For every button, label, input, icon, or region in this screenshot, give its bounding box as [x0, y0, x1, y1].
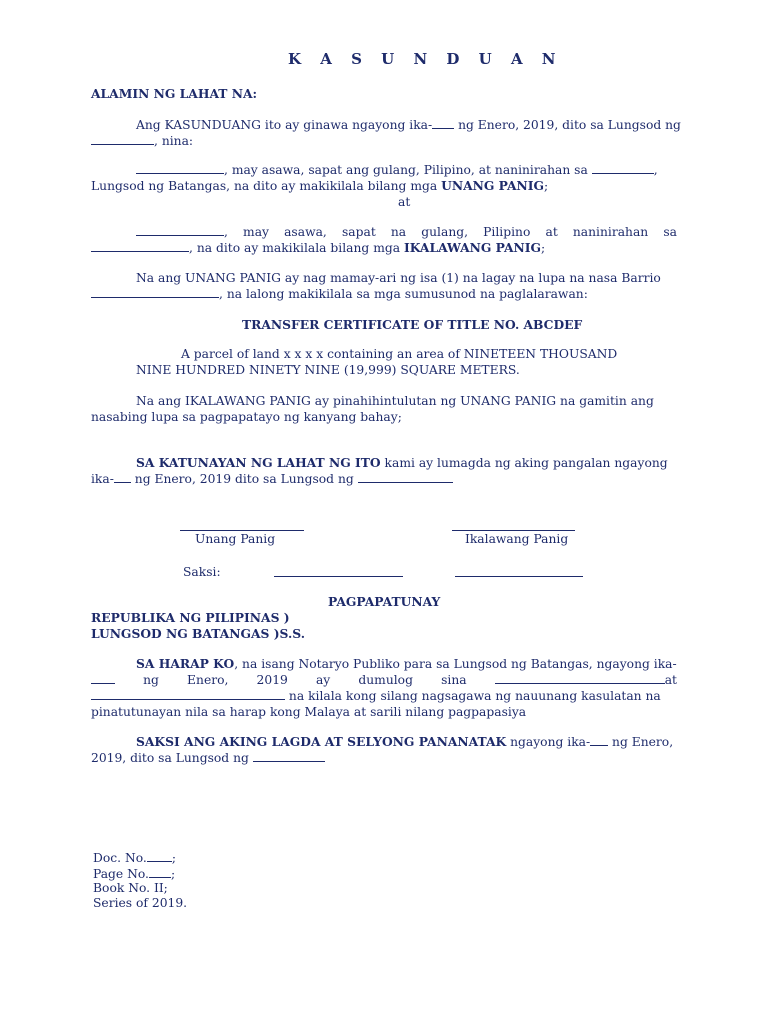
blank-name-1	[136, 162, 224, 174]
p3-line2: , na dito ay makikilala bilang mga IKALAWANG PANIG;	[91, 240, 545, 256]
tct-heading: TRANSFER CERTIFICATE OF TITLE NO. ABCDEF	[242, 317, 583, 332]
p7-line4: pinatutunayan nila sa harap kong Malaya at sarili nilang pagpapasiya	[91, 705, 527, 719]
blank-day-2	[114, 471, 131, 483]
p6-line1: SA KATUNAYAN NG LAHAT NG ITO kami ay lumagda ng aking pangalan ngayong	[136, 455, 668, 470]
p8-line1: SAKSI ANG AKING LAGDA AT SELYONG PANANATAK ngayong ika- ng Enero,	[136, 734, 674, 749]
ikalawang-panig-label: Ikalawang Panig	[465, 532, 569, 546]
saksi-label: Saksi:	[183, 565, 221, 579]
p8-line2: 2019, dito sa Lungsod ng	[91, 750, 325, 766]
blank-persons-2	[91, 688, 285, 700]
blank-address-1	[592, 162, 654, 174]
witness-line-1	[274, 576, 403, 577]
at-word: at	[398, 195, 411, 209]
book-no: Book No. II;	[93, 881, 168, 895]
blank-city-3	[253, 750, 325, 762]
parcel-line2: NINE HUNDRED NINETY NINE (19,999) SQUARE METERS.	[136, 363, 520, 377]
p4-line2: , na lalong makikilala sa mga sumusunod na paglalarawan:	[91, 286, 588, 302]
series: Series of 2019.	[93, 896, 188, 910]
city-line: LUNGSOD NG BATANGAS )S.S.	[91, 626, 305, 641]
document-title: K A S U N D U A N	[288, 50, 563, 68]
witness-line-2	[455, 576, 583, 577]
p7-line3: na kilala kong silang nagsagawa ng nauunang kasulatan na	[91, 688, 661, 704]
p5-line1: Na ang IKALAWANG PANIG ay pinahihintulutan ng UNANG PANIG na gamitin ang	[136, 394, 654, 408]
blank-barrio	[91, 286, 219, 298]
p1-line1: Ang KASUNDUANG ito ay ginawa ngayong ika- ng Enero, 2019, dito sa Lungsod ng	[136, 118, 681, 132]
p2-line1: , may asawa, sapat ang gulang, Pilipino, at naninirahan sa ,	[136, 162, 658, 178]
p6-line2: ika- ng Enero, 2019 dito sa Lungsod ng	[91, 471, 453, 487]
blank-persons	[495, 672, 665, 684]
page-no: Page No. ;	[93, 867, 176, 881]
blank-day-4	[590, 734, 608, 746]
p5-line2: nasabing lupa sa pagpapatayo ng kanyang bahay;	[91, 410, 402, 424]
blank-city-2	[358, 471, 453, 483]
doc-no: Doc. No. ;	[93, 851, 176, 865]
blank-city	[91, 133, 154, 145]
heading: ALAMIN NG LAHAT NA:	[91, 86, 258, 101]
blank-day	[432, 117, 454, 129]
p3-line1: , may asawa, sapat na gulang, Pilipino at naninirahan sa	[136, 224, 677, 240]
p7-line1: SA HARAP KO, na isang Notaryo Publiko para sa Lungsod ng Batangas, ngayong ika-	[136, 656, 677, 671]
republic-line: REPUBLIKA NG PILIPINAS )	[91, 610, 290, 625]
p1-line2: , nina:	[91, 133, 193, 149]
parcel-line1: A parcel of land x x x x containing an area of NINETEEN THOUSAND	[181, 347, 618, 361]
pagpapatunay-heading: PAGPAPATUNAY	[328, 594, 441, 609]
p4-line1: Na ang UNANG PANIG ay nag mamay-ari ng isa (1) na lagay na lupa na nasa Barrio	[136, 271, 661, 285]
blank-name-2	[136, 224, 224, 236]
p7-line2: ng Enero, 2019 ay dumulog sina at	[91, 672, 677, 688]
unang-panig-label: Unang Panig	[195, 532, 276, 546]
blank-address-2	[91, 240, 189, 252]
p2-line2: Lungsod ng Batangas, na dito ay makikilala bilang mga UNANG PANIG;	[91, 178, 549, 193]
blank-day-3	[91, 672, 115, 684]
